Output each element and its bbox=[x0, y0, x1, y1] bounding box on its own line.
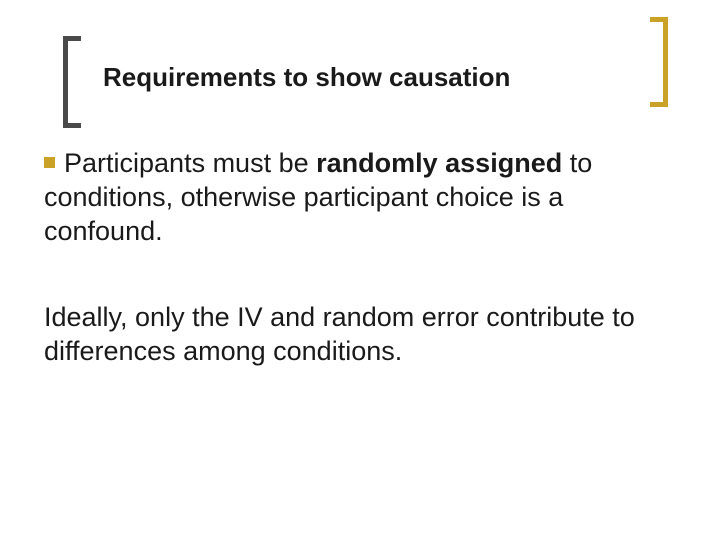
title-bracket-left bbox=[63, 36, 81, 128]
bullet-emphasis: randomly assigned bbox=[316, 148, 563, 178]
slide-title: Requirements to show causation bbox=[103, 62, 511, 92]
bullet-text-before: Participants must be bbox=[64, 148, 317, 178]
square-bullet-icon bbox=[44, 157, 55, 168]
bullet-text-after: to conditions, otherwise participant choice is a confound. bbox=[44, 148, 593, 246]
title-bracket-right bbox=[650, 17, 668, 107]
slide-body bbox=[44, 146, 684, 368]
bullet-item bbox=[44, 146, 684, 248]
body-paragraph: Ideally, only the IV and random error contribute to differences among conditions. bbox=[44, 302, 635, 366]
